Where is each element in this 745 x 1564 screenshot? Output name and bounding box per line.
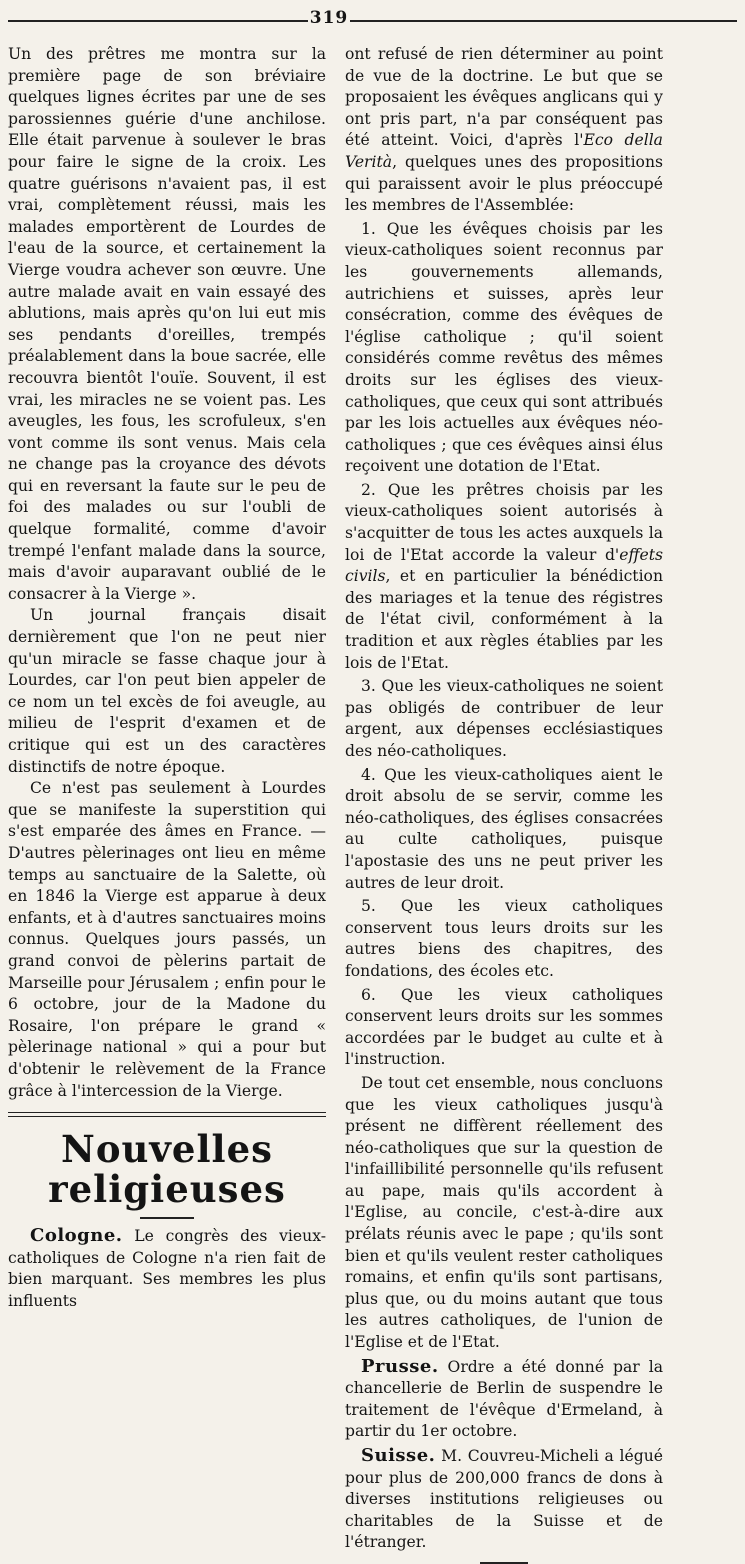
intro-text: ont refusé de rien déterminer au point de vue de la doctrine. Le but que se proposaient les évêques anglicans qui y ont pris part, n'a par conséquent pas été atteint. Voici, d'après l' [345, 45, 663, 150]
city-label-suisse: Suisse. [361, 1445, 436, 1466]
intro-text-end: , quelques unes des propositions qui paraissent avoir le plus préoccupé les membres de l'Assemblée: [345, 152, 663, 215]
news-item-prusse [345, 1356, 663, 1443]
news-text-cologne: Le congrès des vieux-catholiques de Cologne n'a rien fait de bien marquant. Ses membres les plus influents [8, 1227, 326, 1310]
short-rule [140, 1217, 194, 1219]
proposition-4: 4. Que les vieux-catholiques aient le droit absolu de se servir, comme les néo-catholiques, des églises consacrées au culte catholiques, puisque l'apostasie des uns ne peut priver les autres de leur droit. [345, 765, 663, 892]
proposition-5: 5. Que les vieux catholiques conservent tous leurs droits sur les autres biens des chapitres, des fondations, des écoles etc. [345, 897, 663, 980]
proposition-3: 3. Que les vieux-catholiques ne soient pas obligés de contribuer de leur argent, aux dépenses ecclésiastiques des néo-catholiques. [345, 677, 663, 760]
paragraph-pilgrimages: Ce n'est pas seulement à Lourdes que se manifeste la superstition qui s'est emparée des âmes en France. — D'autres pèlerinages ont lieu en même temps au sanctuaire de la Salette, où en 1846 la Vierge est apparue à deux enfants, et à d'autres sanctuaires moins connus. Quelques jours passés, un grand convoi de pèlerins partait de Marseille pour Jérusalem ; enfin pour le 6 octobre, jour de la Madone du Rosaire, l'on prépare le grand « pèlerinage national » qui a pour but d'obtenir le relèvement de la France grâce à l'intercession de la Vierge. [8, 779, 326, 1100]
newspaper-title: Eco della Verità [345, 131, 663, 171]
paragraph-intro [345, 44, 663, 217]
proposition-1: 1. Que les évêques choisis par les vieux-catholiques soient reconnus par les gouvernements allemands, autrichiens et suisses, après leur consécration, comme des évêques de l'église catholique ; qu'il soient considérés comme revêtus des mêmes droits sur les églises des vieux-catholiques, que ceux qui sont attribués par les lois actuelles aux évêques néo-catholiques ; que ces évêques ainsi élus reçoivent une dotation de l'Etat. [345, 219, 663, 476]
page-number: 319 [309, 8, 349, 28]
paragraph-lourdes-healings: Un des prêtres me montra sur la première page de son bréviaire quelques lignes écrites par une de ses parossiennes guérie d'une anchilose. Elle était parvenue à soulever le bras pour faire le signe de la croix. Les quatre guérisons n'avaient pas, il est vrai, complètement réussi, mais les malades emportèrent de Lourdes de l'eau de la source, et certainement la Vierge voudra achever son œuvre. Une autre malade avait en vain essayé des ablutions, mais après qu'on lui eut mis ses pendants d'oreilles, trempés préalablement dans la boue sacrée, elle recouvra bientôt l'ouïe. Souvent, il est vrai, les miracles ne se voient pas. Les aveugles, les fous, les scrofuleux, s'en vont comme ils sont venus. Mais cela ne change pas la croyance des dévots qui en reversant la faute sur le peu de foi des malades ou sur l'oubli de quelque formalité, comme d'avoir trempé l'enfant malade dans la source, mais d'avoir auparavant oublié de le consacrer à la Vierge ». [8, 45, 326, 603]
paragraph-conclusion: De tout cet ensemble, nous concluons que les vieux catholiques jusqu'à présent ne diffèrent réellement des néo-catholiques que sur la question de l'infaillibilité personnelle qu'ils refusent au pape, mais qu'ils accordent à l'Eglise, au concile, c'est-à-dire aux prélats réunis avec le pape ; qu'ils sont bien et qu'ils veulent rester catholiques romains, et enfin qu'ils sont partisans, plus que, ou du moins autant que tous les autres catholiques, de l'union de l'Eglise et de l'Etat. [345, 1073, 663, 1352]
left-column [8, 44, 326, 1312]
header-rule-left [8, 20, 308, 22]
city-label-prusse: Prusse. [361, 1355, 439, 1377]
section-divider [8, 1112, 326, 1117]
header-rule-right [350, 20, 737, 22]
news-item-suisse [345, 1445, 663, 1554]
proposition-6: 6. Que les vieux catholiques conservent leurs droits sur les sommes accordées par le budget au culte et à l'instruction. [345, 985, 663, 1069]
news-text-prusse: Ordre a été donné par la chancellerie de Berlin de suspendre le traitement de l'évêque d'Ermeland, à partir du 1er octobre. [345, 1357, 663, 1441]
proposition-2 [345, 480, 663, 674]
right-column [345, 44, 663, 1564]
news-item-cologne [8, 1225, 326, 1312]
proposition-2-text: 2. Que les prêtres choisis par les vieux-catholiques soient autorisés à s'acquitter de tous les actes auxquels la loi de l'Etat accorde la valeur d' [345, 480, 663, 564]
page-header [0, 6, 745, 30]
paragraph-french-journal: Un journal français disait dernièrement que l'on ne peut nier qu'un miracle se fasse chaque jour à Lourdes, car l'on peut bien appeler de ce nom un tel excès de foi aveugle, au milieu de l'esprit d'examen et de critique qui est un des caractères distinctifs de notre époque. [8, 606, 326, 776]
proposition-2-text-end: , et en particulier la bénédiction des mariages et la tenue des régistres de l'état civil, conformément à la tradition et aux règles établies par les lois de l'Etat. [345, 567, 663, 672]
news-text-suisse: M. Couvreu-Micheli a légué pour plus de 200,000 francs de dons à diverses institutions religieuses ou charitables de la Suisse et de l'étranger. [345, 1447, 663, 1552]
section-title: Nouvelles religieuses [48, 1127, 286, 1212]
proposition-2-italic: effets civils [345, 545, 663, 586]
city-label-cologne: Cologne. [30, 1225, 123, 1247]
